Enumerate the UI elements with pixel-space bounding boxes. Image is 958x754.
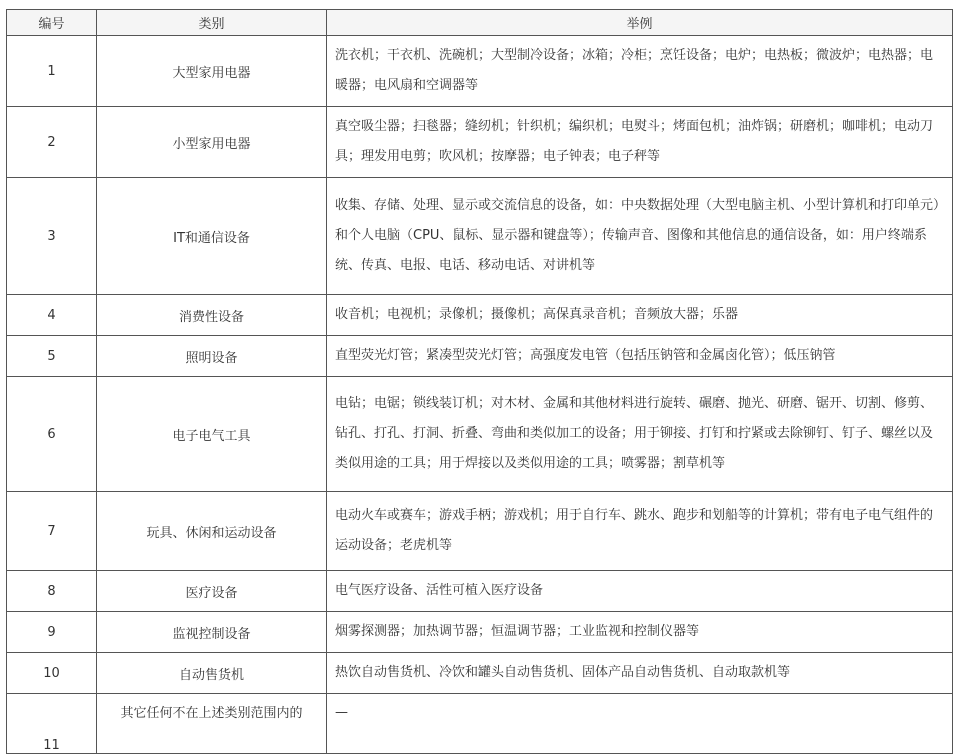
table-row: [7, 107, 953, 178]
row-example: 电气医疗设备、活性可植入医疗设备: [327, 571, 953, 612]
row-example: 热饮自动售货机、冷饮和罐头自动售货机、固体产品自动售货机、自动取款机等: [327, 653, 953, 694]
table-row: [7, 36, 953, 107]
row-example: 收集、存储、处理、显示或交流信息的设备，如：中央数据处理（大型电脑主机、小型计算机和打印单元）和个人电脑（CPU、鼠标、显示器和键盘等）；传输声音、图像和其他信息的通信设备，如：用户终端系统、传真、电报、电话、移动电话、对讲机等: [327, 178, 953, 295]
header-category: 类别: [97, 10, 327, 36]
row-number: 11: [7, 694, 97, 754]
header-number: 编号: [7, 10, 97, 36]
row-category: 监视控制设备: [97, 612, 327, 653]
table-row: [7, 492, 953, 571]
table-row: [7, 336, 953, 377]
table-row: [7, 377, 953, 492]
row-category: 其它任何不在上述类别范围内的: [97, 694, 327, 754]
table-header-row: [7, 10, 953, 36]
row-example: 电动火车或赛车；游戏手柄；游戏机；用于自行车、跳水、跑步和划船等的计算机；带有电子电气组件的运动设备；老虎机等: [327, 492, 953, 571]
row-number: 1: [7, 36, 97, 107]
row-number: 10: [7, 653, 97, 694]
row-example: 烟雾探测器；加热调节器；恒温调节器；工业监视和控制仪器等: [327, 612, 953, 653]
row-example: —: [327, 694, 953, 754]
row-example: 洗衣机；干衣机、洗碗机；大型制冷设备；冰箱；冷柜；烹饪设备；电炉；电热板；微波炉；电热器；电暖器；电风扇和空调器等: [327, 36, 953, 107]
table-row: [7, 612, 953, 653]
category-table: [6, 9, 953, 754]
row-category: 照明设备: [97, 336, 327, 377]
row-category: 医疗设备: [97, 571, 327, 612]
table-row: [7, 295, 953, 336]
table-row: [7, 571, 953, 612]
row-number: 2: [7, 107, 97, 178]
row-category: 小型家用电器: [97, 107, 327, 178]
row-example: 电钻；电锯；锁线装订机；对木材、金属和其他材料进行旋转、碾磨、抛光、研磨、锯开、切割、修剪、钻孔、打孔、打洞、折叠、弯曲和类似加工的设备；用于铆接、打钉和拧紧或去除铆钉、钉子、螺丝以及类似用途的工具；用于焊接以及类似用途的工具；喷雾器；割草机等: [327, 377, 953, 492]
row-example: 直型荧光灯管；紧凑型荧光灯管；高强度发电管（包括压钠管和金属卤化管）；低压钠管: [327, 336, 953, 377]
row-example: 真空吸尘器；扫毯器；缝纫机；针织机；编织机；电熨斗；烤面包机；油炸锅；研磨机；咖啡机；电动刀具；理发用电剪；吹风机；按摩器；电子钟表；电子秤等: [327, 107, 953, 178]
row-number: 8: [7, 571, 97, 612]
table-container: [6, 9, 952, 754]
row-example: 收音机；电视机；录像机；摄像机；高保真录音机；音频放大器；乐器: [327, 295, 953, 336]
row-category: 消费性设备: [97, 295, 327, 336]
row-category: 自动售货机: [97, 653, 327, 694]
row-category: 大型家用电器: [97, 36, 327, 107]
row-number: 4: [7, 295, 97, 336]
row-category: 电子电气工具: [97, 377, 327, 492]
header-example: 举例: [327, 10, 953, 36]
row-number: 6: [7, 377, 97, 492]
row-number: 7: [7, 492, 97, 571]
table-row: [7, 653, 953, 694]
row-category: IT和通信设备: [97, 178, 327, 295]
table-row: [7, 694, 953, 754]
row-number: 9: [7, 612, 97, 653]
row-category: 玩具、休闲和运动设备: [97, 492, 327, 571]
row-number: 3: [7, 178, 97, 295]
table-row: [7, 178, 953, 295]
row-number: 5: [7, 336, 97, 377]
